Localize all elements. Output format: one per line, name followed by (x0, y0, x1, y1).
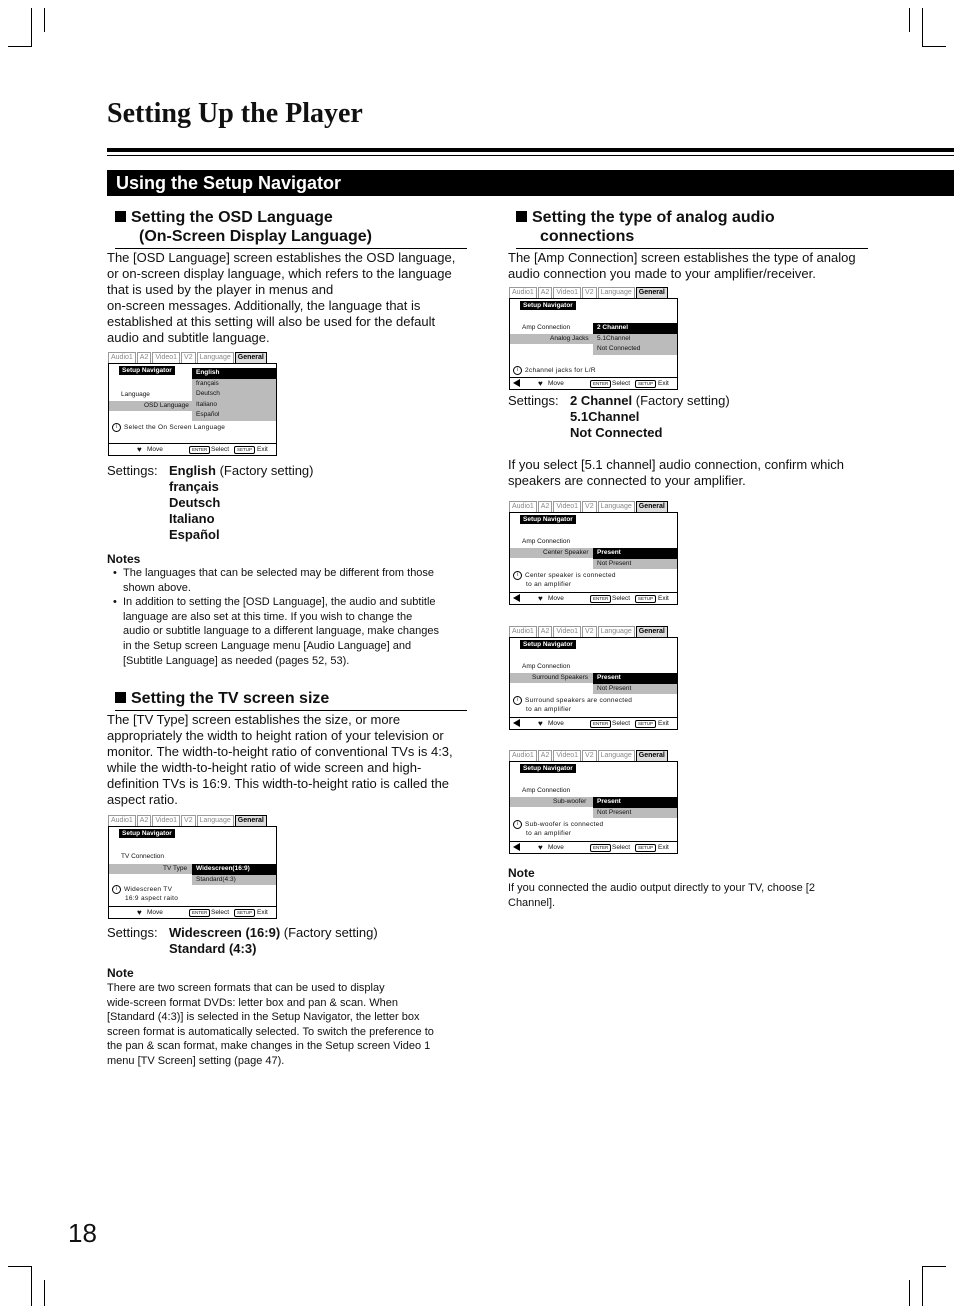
audio-note-heading: Note (508, 866, 535, 880)
move-icon: ♥ (538, 719, 543, 728)
osd-footer: ♥ Move ENTER Select SETUP Exit (109, 906, 276, 918)
option-list: 2 Channel 5.1Channel Not Connected (593, 323, 677, 355)
info-icon: i (513, 571, 522, 580)
osd-footer: ♥ Move ENTER Select SETUP Exit (109, 443, 276, 455)
setup-key: SETUP (234, 446, 255, 454)
tv-size-paragraph: The [TV Type] screen establishes the size, or more appropriately the width to height ration of your television or monitor. The width-to-height ratio of conventional TVs is 4:3, while the width-to-height ratio of wide screen and high- definition TVs is 16:9. This width-to-height ratio is called the aspect ratio. (107, 712, 453, 807)
tv-size-heading: Setting the TV screen size (115, 689, 467, 711)
option-item: Español (196, 411, 220, 418)
crop-mark (44, 8, 45, 32)
setup-navigator-label: Setup Navigator (119, 366, 175, 375)
audio-note-text: If you connected the audio output directly to your TV, choose [2 Channel]. (508, 882, 815, 909)
crop-mark (31, 1266, 32, 1306)
item-label: Analog Jacks (550, 335, 589, 342)
notes-list: • The languages that can be selected may be different from those shown above. • In addition to setting the [OSD Language], the audio and subtitle language are also set at this time. If you wish to change the audio or subtitle language to a different language, make changes in the Setup screen Language menu [Audio Language] and [Subtitle Language] as needed (pages 52, 53). (107, 566, 472, 668)
info-text: i Surround speakers are connected to an amplifier (513, 696, 632, 714)
tab-video1: Video1 (152, 352, 180, 363)
info-icon: i (513, 696, 522, 705)
tv-note-heading: Note (107, 966, 134, 980)
item-label: Surround Speakers (532, 674, 589, 681)
info-icon: i (513, 820, 522, 829)
osd-language-settings: Settings: English (Factory setting) français Deutsch Italiano Español (107, 463, 314, 542)
section-label: TV Connection (121, 853, 164, 860)
osd-footer: ♥ Move ENTER Select SETUP Exit (510, 717, 677, 729)
move-icon: ♥ (137, 908, 142, 917)
crop-mark (8, 46, 32, 47)
osd-tabs: Audio1 A2 Video1 V2 Language General (108, 815, 268, 826)
info-text: i Widescreen TV 16:9 aspect raito (112, 885, 178, 903)
option-list: Present Not Present (593, 548, 677, 569)
item-label: TV Type (163, 865, 188, 872)
move-icon: ♥ (538, 594, 543, 603)
info-text: i Sub-woofer is connected to an amplifier (513, 820, 603, 838)
item-label: OSD Language (144, 402, 189, 409)
setup-navigator-label: Setup Navigator (119, 829, 175, 838)
osd-language-heading: Setting the OSD Language (On-Screen Display Language) (115, 208, 467, 249)
section-label: Amp Connection (522, 787, 571, 794)
osd-footer: ♥ Move ENTER Select SETUP Exit (510, 592, 677, 604)
osd-tabs (108, 352, 268, 363)
crop-mark (922, 1266, 923, 1306)
tab-language: Language (197, 352, 234, 363)
option-list: Present Not Present (593, 797, 677, 818)
item-label: Sub-woofer (553, 798, 587, 805)
setup-navigator-label: Setup Navigator (520, 640, 576, 649)
info-text: i Center speaker is connected to an amplifier (513, 571, 616, 589)
tab-audio1: Audio1 (108, 352, 136, 363)
option-item: Italiano (196, 400, 217, 408)
tv-note-text: There are two screen formats that can be used to display wide-screen format DVDs: letter box and pan & scan. When [Standard (4:3)] is selected in the Setup Navigator, the letter box screen format is automatically selected. To switch the preference to the pan & scan format, make changes in the Setup screen Video 1 menu [TV Screen] setting (page 47). (107, 982, 434, 1067)
title-rule (107, 148, 954, 152)
info-icon: i (112, 885, 121, 894)
analog-audio-heading: Setting the type of analog audio connections (516, 208, 868, 249)
section-label: Amp Connection (522, 663, 571, 670)
setup-navigator-label: Setup Navigator (520, 515, 576, 524)
back-arrow-icon (513, 594, 520, 602)
crop-mark (922, 46, 946, 47)
setup-navigator-label: Setup Navigator (520, 301, 576, 310)
osd-footer: ♥ Move ENTER Select SETUP Exit (510, 377, 677, 389)
item-label: Center Speaker (543, 549, 589, 556)
osd-screen-surround-speakers: Audio1 A2 Video1 V2 Language General Setup Navigator Amp Connection Surround Speakers Present Not Present i Surround speakers are connected to an amplifier ♥ Move ENTER Select SETUP Exit (509, 626, 678, 730)
osd-language-paragraph: The [OSD Language] screen establishes the OSD language, or on-screen display language, which refers to the language that is used by the player in menus and on-screen messages. Additionally, the language that is established at this setting will also be used for the default audio and subtitle language. (107, 250, 456, 345)
crop-mark (8, 1266, 32, 1267)
square-bullet-icon (115, 211, 126, 222)
option-item: français (196, 379, 219, 387)
section-label: Amp Connection (522, 324, 571, 331)
osd-screen-amp-connection: Audio1 A2 Video1 V2 Language General Setup Navigator Amp Connection Analog Jacks 2 Channel 5.1Channel Not Connected i 2channel jacks for L/R ♥ Move ENTER Select SETUP Exit (509, 287, 678, 390)
crop-mark (909, 1280, 910, 1306)
crop-mark (44, 1280, 45, 1306)
option-list (192, 368, 276, 421)
back-arrow-icon (513, 379, 520, 387)
page-title: Setting Up the Player (107, 98, 363, 129)
section-label: Language (121, 391, 150, 398)
analog-audio-settings: Settings: 2 Channel (Factory setting) 5.1Channel Not Connected (508, 393, 730, 440)
tab-general: General (235, 352, 267, 363)
enter-key: ENTER (189, 446, 210, 454)
crop-mark (31, 8, 32, 46)
setup-navigator-label: Setup Navigator (520, 764, 576, 773)
osd-screen-sub-woofer: Audio1 A2 Video1 V2 Language General Setup Navigator Amp Connection Sub-woofer Present Not Present i Sub-woofer is connected to an amplifier ♥ Move ENTER Select SETUP Exit (509, 750, 678, 854)
crop-mark (922, 1266, 946, 1267)
title-rule-thin (107, 155, 954, 156)
back-arrow-icon (513, 719, 520, 727)
move-icon: ♥ (137, 445, 142, 454)
crop-mark (922, 8, 923, 46)
square-bullet-icon (516, 211, 527, 222)
move-icon: ♥ (538, 379, 543, 388)
notes-heading: Notes (107, 552, 141, 566)
move-icon: ♥ (538, 843, 543, 852)
info-icon: i (513, 366, 522, 375)
info-text: i Select the On Screen Language (112, 423, 225, 432)
page-number: 18 (68, 1218, 97, 1248)
osd-screen-language (108, 352, 277, 456)
tab-v2: V2 (181, 352, 196, 363)
option-list: Present Not Present (593, 673, 677, 694)
tv-size-settings: Settings: Widescreen (16:9) (Factory setting) Standard (4:3) (107, 925, 378, 956)
analog-audio-paragraph: The [Amp Connection] screen establishes the type of analog audio connection you made to your amplifier/receiver. (508, 250, 856, 281)
back-arrow-icon (513, 843, 520, 851)
info-text: i 2channel jacks for L/R (513, 366, 596, 375)
option-item: Deutsch (196, 390, 220, 397)
speaker-paragraph: If you select [5.1 channel] audio connection, confirm which speakers are connected to your amplifier. (508, 457, 845, 488)
osd-footer: ♥ Move ENTER Select SETUP Exit (510, 841, 677, 853)
osd-screen-tv-type (108, 815, 277, 919)
option-item: English (192, 368, 276, 379)
section-label: Amp Connection (522, 538, 571, 545)
info-icon: i (112, 423, 121, 432)
crop-mark (909, 8, 910, 32)
square-bullet-icon (115, 692, 126, 703)
option-list: Widescreen(16:9) Standard(4:3) (192, 864, 276, 885)
osd-screen-center-speaker: Audio1 A2 Video1 V2 Language General Setup Navigator Amp Connection Center Speaker Present Not Present i Center speaker is connected to an amplifier ♥ Move ENTER Select SETUP Exit (509, 501, 678, 605)
section-banner: Using the Setup Navigator (107, 170, 954, 196)
tab-a2: A2 (137, 352, 152, 363)
